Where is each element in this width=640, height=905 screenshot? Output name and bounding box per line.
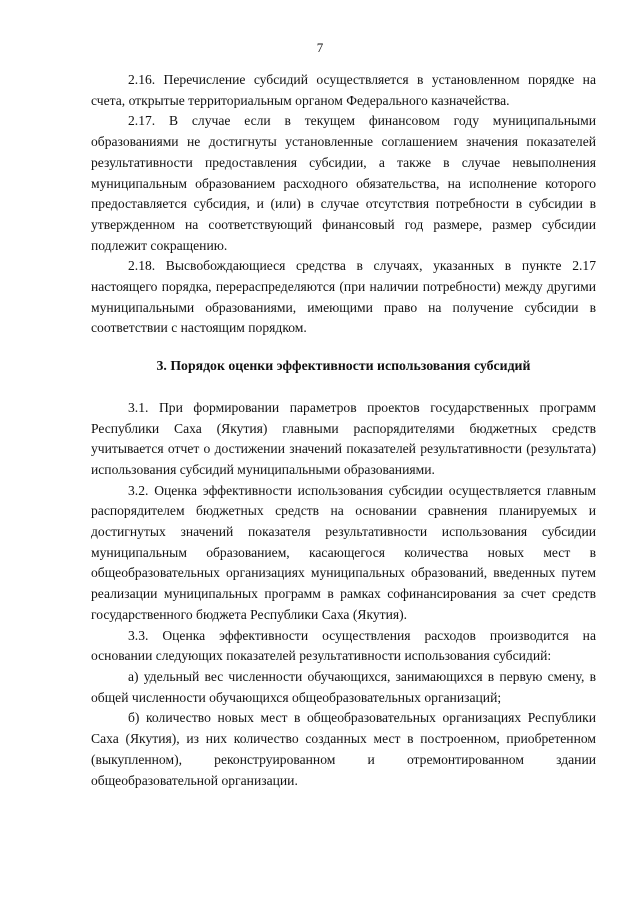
paragraph-3-1: 3.1. При формировании параметров проектов государственных программ Республики Саха (Якутия) главными распорядителями бюджетных средств учитывается отчет о достижении значений показателей результативности (результата) использования субсидий муниципальными образованиями. <box>91 399 596 477</box>
document-body <box>91 70 596 791</box>
paragraph-2-17: 2.17. В случае если в текущем финансовом году муниципальными образованиями не достигнуты установленные соглашением значения показателей результативности предоставления субсидии, а также в случае невыполнения муниципальным образованием расходного обязательства, на исполнение которого предоставляется субсидия, и (или) в случае отсутствия потребности в субсидии в утвержденном на соответствующий финансовый год размере, размер субсидии подлежит сокращению. <box>91 113 596 253</box>
paragraph-2-16: 2.16. Перечисление субсидий осуществляется в установленном порядке на счета, открытые территориальным органом Федерального казначейства. <box>91 72 596 108</box>
list-item-b: б) количество новых мест в общеобразовательных организациях Республики Саха (Якутия), из них количество созданных мест в построенном, приобретенном (выкупленном), реконструированном и отремонтированном здании общеобразовательной организации. <box>91 710 596 788</box>
paragraph-3-3: 3.3. Оценка эффективности осуществления расходов производится на основании следующих показателей результативности использования субсидий: <box>91 627 596 664</box>
paragraph-3-2: 3.2. Оценка эффективности использования субсидии осуществляется главным распорядителем бюджетных средств на основании сравнения планируемых и достигнутых значений показателя результативности использования субсидии муниципальным образованием, касающегося количества новых мест в общеобразовательных организациях муниципальных образований, введенных путем реализации муниципальных программ в рамках софинансирования за счет средств государственного бюджета Республики Саха (Якутия). <box>91 482 596 622</box>
page-number: 7 <box>316 40 324 55</box>
list-item-a: а) удельный вес численности обучающихся, занимающихся в первую смену, в общей численности обучающихся общеобразовательных организаций; <box>91 668 596 705</box>
section-heading: 3. Порядок оценки эффективности использования субсидий <box>156 358 531 374</box>
paragraph-2-18: 2.18. Высвобождающиеся средства в случаях, указанных в пункте 2.17 настоящего порядка, перераспределяются (при наличии потребности) между другими муниципальными образованиями, имеющими право на получение субсидии в соответствии с настоящим порядком. <box>91 258 596 336</box>
